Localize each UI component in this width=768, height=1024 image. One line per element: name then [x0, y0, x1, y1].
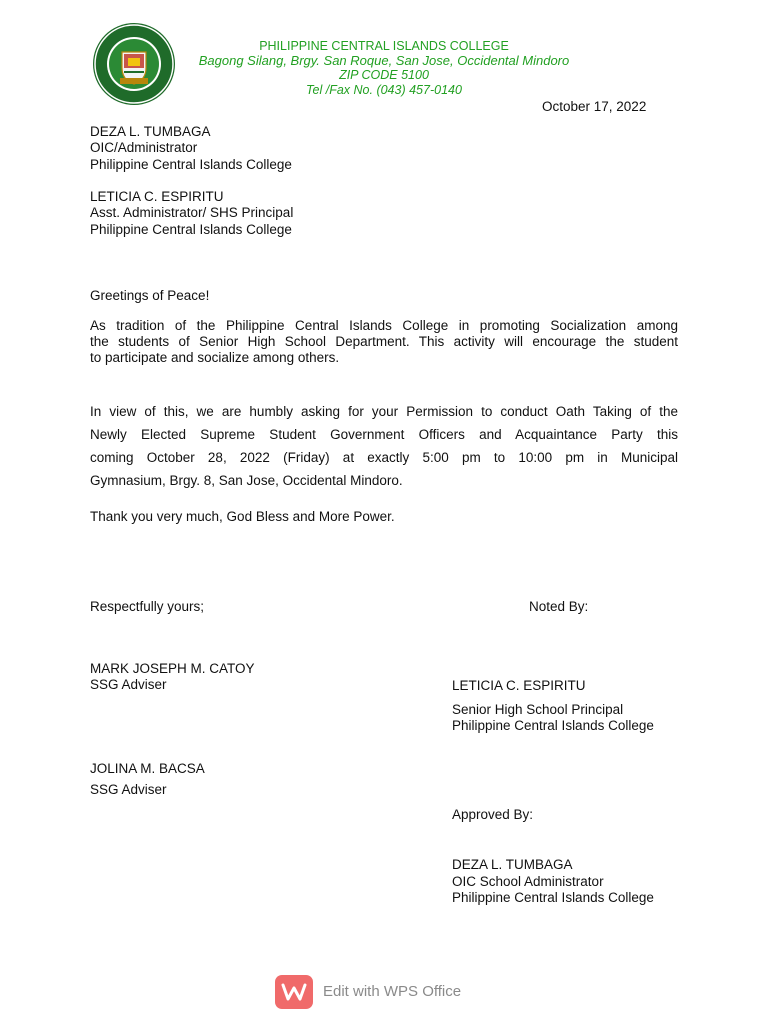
recipient-1-name: DEZA L. TUMBAGA	[90, 124, 211, 139]
college-tel: Tel /Fax No. (043) 457-0140	[306, 83, 462, 97]
paragraph-1	[90, 318, 678, 366]
recipient-1-org: Philippine Central Islands College	[90, 157, 292, 172]
paragraph-1-line: As tradition of the Philippine Central Islands College in promoting Socialization among	[90, 318, 678, 333]
noter-org: Philippine Central Islands College	[452, 718, 654, 733]
recipient-1-title: OIC/Administrator	[90, 140, 198, 155]
wps-logo-icon	[275, 975, 313, 1009]
college-address: Bagong Silang, Brgy. San Roque, San Jose, Occidental Mindoro	[198, 53, 570, 68]
paragraph-2-line: In view of this, we are humbly asking for your Permission to conduct Oath Taking of the	[90, 404, 678, 419]
recipient-2-title: Asst. Administrator/ SHS Principal	[90, 205, 294, 220]
paragraph-2	[90, 400, 678, 492]
paragraph-1-line: to participate and socialize among others.	[90, 350, 340, 365]
closing-line: Thank you very much, God Bless and More Power.	[90, 509, 395, 524]
recipient-2-name: LETICIA C. ESPIRITU	[90, 189, 224, 204]
wps-watermark[interactable]	[275, 975, 487, 1009]
approved-by-label: Approved By:	[452, 807, 534, 822]
college-zip: ZIP CODE 5100	[339, 68, 429, 82]
noter-name: LETICIA C. ESPIRITU	[452, 678, 586, 693]
noter-role: Senior High School Principal	[452, 702, 624, 717]
approver-org: Philippine Central Islands College	[452, 890, 654, 905]
approver-role: OIC School Administrator	[452, 874, 604, 889]
recipient-2-org: Philippine Central Islands College	[90, 222, 292, 237]
paragraph-2-line: Gymnasium, Brgy. 8, San Jose, Occidental Mindoro.	[90, 473, 403, 488]
paragraph-2-line: Newly Elected Supreme Student Government Officers and Acquaintance Party this	[90, 427, 678, 442]
college-name: PHILIPPINE CENTRAL ISLANDS COLLEGE	[259, 39, 509, 53]
paragraph-1-line: the students of Senior High School Department. This activity will encourage the student	[90, 334, 678, 349]
adviser-1-name: MARK JOSEPH M. CATOY	[90, 661, 255, 676]
adviser-2-name: JOLINA M. BACSA	[90, 761, 205, 776]
letter-date: October 17, 2022	[542, 99, 647, 114]
respectfully-yours: Respectfully yours;	[90, 599, 205, 614]
paragraph-2-line: coming October 28, 2022 (Friday) at exactly 5:00 pm to 10:00 pm in Municipal	[90, 450, 678, 465]
noted-by-label: Noted By:	[529, 599, 589, 614]
adviser-1-role: SSG Adviser	[90, 677, 167, 692]
greeting: Greetings of Peace!	[90, 288, 210, 303]
adviser-2-role: SSG Adviser	[90, 782, 167, 797]
wps-edit-label: Edit with WPS Office	[323, 983, 462, 1000]
approver-name: DEZA L. TUMBAGA	[452, 857, 573, 872]
